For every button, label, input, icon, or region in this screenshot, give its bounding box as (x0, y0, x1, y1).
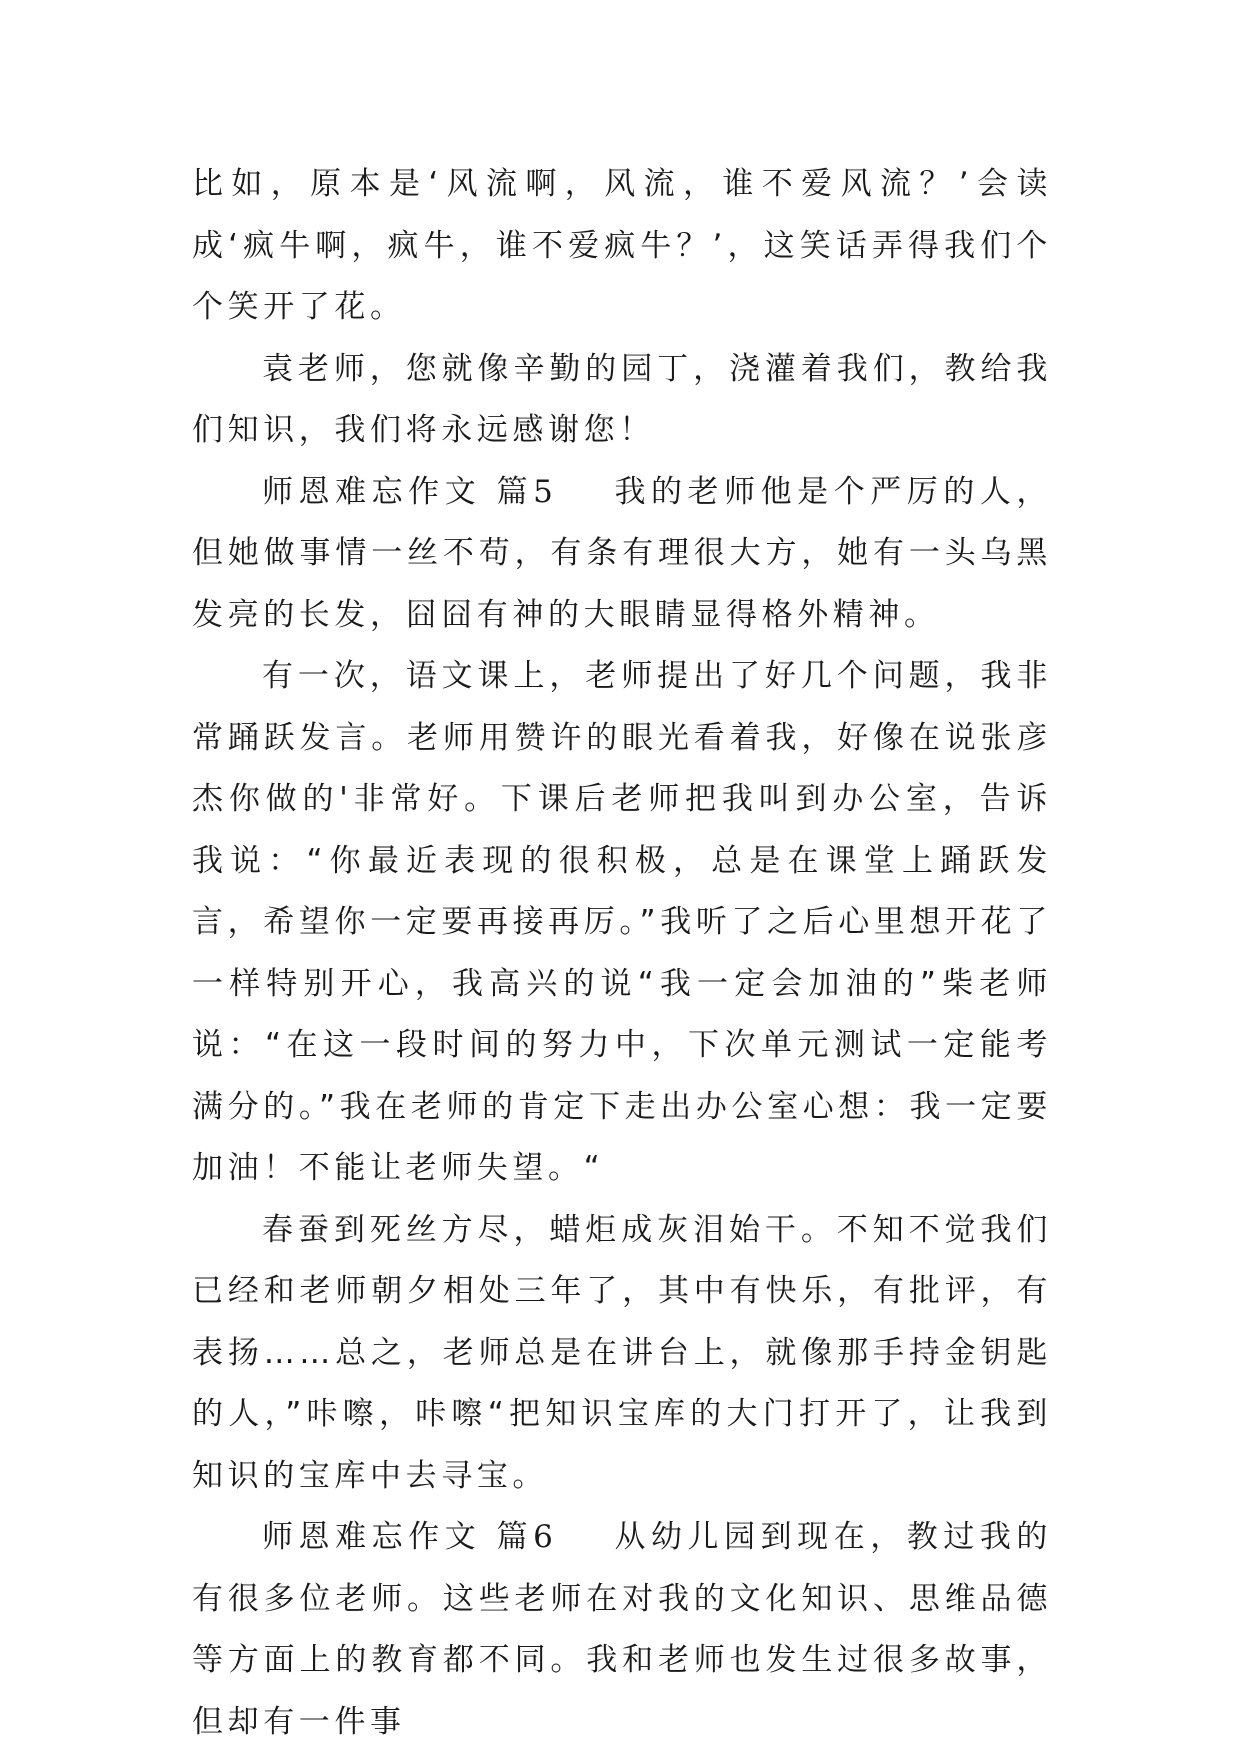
paragraph-text: 袁老师，您就像辛勤的园丁，浇灌着我们，教给我们知识，我们将永远感谢您！ (192, 350, 1052, 448)
paragraph-essay-5 (192, 462, 1052, 647)
paragraph (192, 646, 1052, 1200)
essay-heading: 师恩难忘作文 篇5 (262, 473, 558, 510)
paragraph-text: 比如，原本是‘风流啊，风流，谁不爱风流？’会读成‘疯牛啊，疯牛，谁不爱疯牛？’，这笑话弄得我们个个笑开了花。 (192, 166, 1052, 325)
paragraph-essay-6 (192, 1507, 1052, 1753)
document-body (192, 154, 1052, 1753)
paragraph-text: 我的老师他是个严厉的人，但她做事情一丝不苟，有条有理很大方，她有一头乌黑发亮的长发，囧囧有神的大眼睛显得格外精神。 (192, 473, 1053, 633)
paragraph (192, 1200, 1052, 1508)
paragraph-text: 有一次，语文课上，老师提出了好几个问题，我非常踊跃发言。老师用赞许的眼光看着我，好像在说张彦杰你做的'非常好。下课后老师把我叫到办公室，告诉我说：“你最近表现的很积极，总是在课堂上踊跃发言，希望你一定要再接再厉。”我听了之后心里想开花了一样特别开心，我高兴的说“我一定会加油的”柴老师说：“在这一段时间的努力中，下次单元测试一定能考满分的。”我在老师的肯定下走出办公室心想：我一定要加油！不能让老师失望。“ (192, 658, 1052, 1186)
paragraph-continuation (192, 154, 1052, 339)
paragraph-text: 春蚕到死丝方尽，蜡炬成灰泪始干。不知不觉我们已经和老师朝夕相处三年了，其中有快乐，有批评，有表扬……总之，老师总是在讲台上，就像那手持金钥匙的人，”咔嚓，咔嚓“把知识宝库的大门打开了，让我到知识的宝库中去寻宝。 (192, 1211, 1052, 1494)
paragraph (192, 339, 1052, 462)
essay-heading: 师恩难忘作文 篇6 (262, 1519, 558, 1555)
paragraph-text: 从幼儿园到现在，教过我的有很多位老师。这些老师在对我的文化知识、思维品德等方面上的教育都不同。我和老师也发生过很多故事，但却有一件事 (192, 1519, 1053, 1740)
